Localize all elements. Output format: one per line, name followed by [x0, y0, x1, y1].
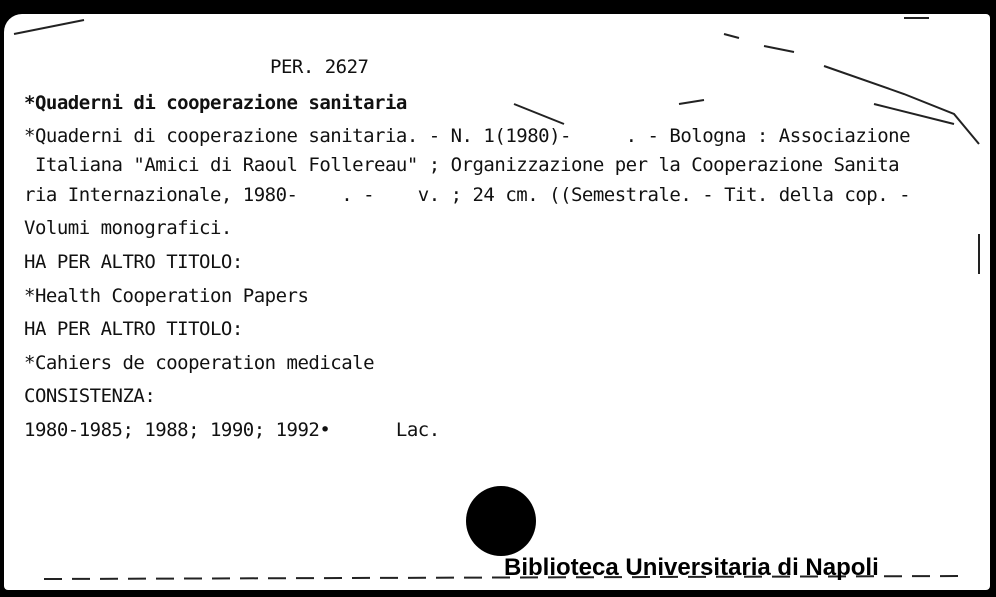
card-line: ria Internazionale, 1980- . - v. ; 24 cm. ((Semestrale. - Tit. della cop. - [24, 184, 911, 206]
card-line: Volumi monografici. [24, 217, 232, 239]
library-stamp: Biblioteca Universitaria di Napoli [504, 554, 879, 581]
card-line: *Quaderni di cooperazione sanitaria. - N. 1(1980)- . - Bologna : Associazione [24, 125, 911, 147]
card-line: CONSISTENZA: [24, 385, 156, 407]
punch-hole [466, 486, 536, 556]
card-line: *Health Cooperation Papers [24, 285, 309, 307]
card-line-title: *Quaderni di cooperazione sanitaria [24, 92, 407, 114]
shelfmark: PER. 2627 [270, 56, 369, 78]
catalog-card [4, 14, 990, 590]
card-line: HA PER ALTRO TITOLO: [24, 251, 243, 273]
card-line: Italiana "Amici di Raoul Follereau" ; Organizzazione per la Cooperazione Sanita [24, 154, 900, 176]
card-line: *Cahiers de cooperation medicale [24, 352, 375, 374]
card-line: 1980-1985; 1988; 1990; 1992• Lac. [24, 419, 440, 441]
card-line: HA PER ALTRO TITOLO: [24, 318, 243, 340]
